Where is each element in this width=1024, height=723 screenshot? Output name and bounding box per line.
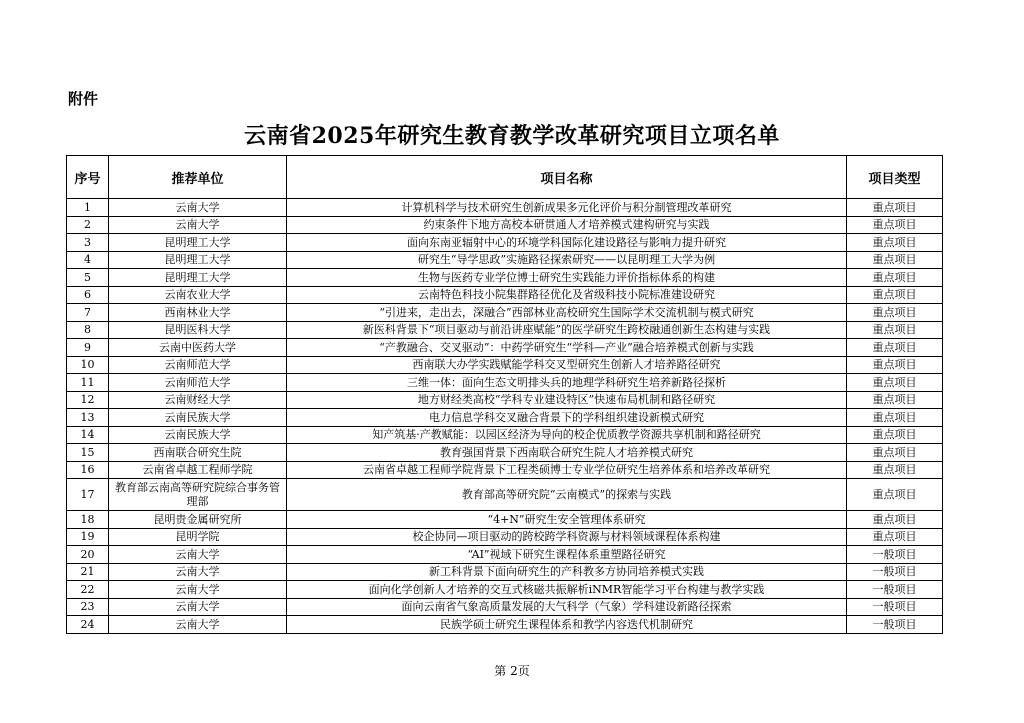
row-type: 一般项目	[847, 563, 943, 581]
table-row	[67, 339, 943, 357]
row-type: 重点项目	[847, 391, 943, 409]
row-unit: 云南中医药大学	[109, 339, 287, 357]
table-row	[67, 216, 943, 234]
row-index: 1	[67, 199, 109, 217]
row-index: 2	[67, 216, 109, 234]
row-type: 重点项目	[847, 304, 943, 322]
row-index: 16	[67, 461, 109, 479]
row-index: 20	[67, 546, 109, 564]
row-unit: 云南大学	[109, 216, 287, 234]
table-row	[67, 616, 943, 634]
row-index: 18	[67, 511, 109, 529]
table-row	[67, 461, 943, 479]
row-index: 15	[67, 444, 109, 462]
row-index: 4	[67, 251, 109, 269]
row-project: “产教融合、交叉驱动”：中药学研究生“学科—产业”融合培养模式创新与实践	[287, 339, 847, 357]
row-index: 11	[67, 374, 109, 392]
row-project: 计算机科学与技术研究生创新成果多元化评价与积分制管理改革研究	[287, 199, 847, 217]
row-project: 约束条件下地方高校本研贯通人才培养模式建构研究与实践	[287, 216, 847, 234]
row-project: 云南省卓越工程师学院背景下工程类硕博士专业学位研究生培养体系和培养改革研究	[287, 461, 847, 479]
table-row	[67, 304, 943, 322]
row-project: 面向云南省气象高质量发展的大气科学（气象）学科建设新路径探索	[287, 598, 847, 616]
row-unit: 云南民族大学	[109, 426, 287, 444]
table-row	[67, 391, 943, 409]
row-unit: 昆明学院	[109, 528, 287, 546]
row-project: 研究生“导学思政”实施路径探索研究——以昆明理工大学为例	[287, 251, 847, 269]
row-project: 知产筑基·产教赋能：以园区经济为导向的校企优质教学资源共享机制和路径研究	[287, 426, 847, 444]
header-project: 项目名称	[287, 156, 847, 199]
row-unit: 昆明理工大学	[109, 234, 287, 252]
table-body	[67, 199, 943, 634]
row-project: 面向东南亚辐射中心的环境学科国际化建设路径与影响力提升研究	[287, 234, 847, 252]
project-roster-table	[66, 155, 943, 634]
row-unit: 云南财经大学	[109, 391, 287, 409]
row-unit: 云南大学	[109, 598, 287, 616]
row-unit: 云南师范大学	[109, 374, 287, 392]
row-index: 19	[67, 528, 109, 546]
table-row	[67, 199, 943, 217]
row-type: 重点项目	[847, 199, 943, 217]
row-index: 9	[67, 339, 109, 357]
table-row	[67, 528, 943, 546]
row-type: 重点项目	[847, 374, 943, 392]
row-type: 重点项目	[847, 339, 943, 357]
row-project: “4+N”研究生安全管理体系研究	[287, 511, 847, 529]
document-title: 云南省2025年研究生教育教学改革研究项目立项名单	[244, 123, 780, 149]
row-unit: 西南林业大学	[109, 304, 287, 322]
table-row	[67, 321, 943, 339]
row-unit: 西南联合研究生院	[109, 444, 287, 462]
attachment-label: 附件	[68, 90, 99, 108]
row-unit: 教育部云南高等研究院综合事务管理部	[109, 479, 287, 511]
row-index: 12	[67, 391, 109, 409]
table-row	[67, 426, 943, 444]
row-type: 重点项目	[847, 234, 943, 252]
row-unit: 昆明医科大学	[109, 321, 287, 339]
table-row	[67, 479, 943, 511]
row-project: 生物与医药专业学位博士研究生实践能力评价指标体系的构建	[287, 269, 847, 287]
table-row	[67, 563, 943, 581]
row-project: 教育强国背景下西南联合研究生院人才培养模式研究	[287, 444, 847, 462]
row-type: 重点项目	[847, 269, 943, 287]
row-unit: 云南大学	[109, 581, 287, 599]
row-type: 一般项目	[847, 616, 943, 634]
row-project: 西南联大办学实践赋能学科交叉型研究生创新人才培养路径研究	[287, 356, 847, 374]
table-row	[67, 546, 943, 564]
row-project: 新医科背景下“项目驱动与前沿讲座赋能”的医学研究生跨校融通创新生态构建与实践	[287, 321, 847, 339]
row-project: 校企协同—项目驱动的跨校跨学科资源与材料领域课程体系构建	[287, 528, 847, 546]
table-row	[67, 581, 943, 599]
row-index: 17	[67, 479, 109, 511]
row-type: 重点项目	[847, 528, 943, 546]
page-number: 第 2页	[494, 664, 530, 678]
row-index: 8	[67, 321, 109, 339]
row-index: 13	[67, 409, 109, 427]
row-type: 重点项目	[847, 251, 943, 269]
row-unit: 云南大学	[109, 563, 287, 581]
row-unit: 云南大学	[109, 546, 287, 564]
row-unit: 云南师范大学	[109, 356, 287, 374]
table-row	[67, 444, 943, 462]
row-type: 重点项目	[847, 216, 943, 234]
header-unit: 推荐单位	[109, 156, 287, 199]
row-type: 重点项目	[847, 444, 943, 462]
table-row	[67, 409, 943, 427]
row-unit: 昆明贵金属研究所	[109, 511, 287, 529]
table-header-row	[67, 156, 943, 199]
row-type: 重点项目	[847, 409, 943, 427]
row-project: 云南特色科技小院集群路径优化及省级科技小院标准建设研究	[287, 286, 847, 304]
table-row	[67, 374, 943, 392]
row-type: 重点项目	[847, 356, 943, 374]
row-index: 10	[67, 356, 109, 374]
row-project: 教育部高等研究院“云南模式”的探索与实践	[287, 479, 847, 511]
row-type: 一般项目	[847, 546, 943, 564]
row-type: 重点项目	[847, 511, 943, 529]
row-index: 6	[67, 286, 109, 304]
row-project: 电力信息学科交叉融合背景下的学科组织建设新模式研究	[287, 409, 847, 427]
row-unit: 昆明理工大学	[109, 269, 287, 287]
row-type: 一般项目	[847, 581, 943, 599]
row-unit: 云南省卓越工程师学院	[109, 461, 287, 479]
table-row	[67, 269, 943, 287]
table-row	[67, 511, 943, 529]
row-project: “AI”视域下研究生课程体系重塑路径研究	[287, 546, 847, 564]
row-type: 重点项目	[847, 426, 943, 444]
row-index: 3	[67, 234, 109, 252]
row-index: 5	[67, 269, 109, 287]
header-index: 序号	[67, 156, 109, 199]
header-type: 项目类型	[847, 156, 943, 199]
row-type: 重点项目	[847, 461, 943, 479]
table-row	[67, 286, 943, 304]
row-type: 重点项目	[847, 321, 943, 339]
row-project: 民族学硕士研究生课程体系和教学内容迭代机制研究	[287, 616, 847, 634]
row-index: 21	[67, 563, 109, 581]
row-type: 一般项目	[847, 598, 943, 616]
row-project: 新工科背景下面向研究生的产科教多方协同培养模式实践	[287, 563, 847, 581]
row-project: “引进来，走出去，深融合”西部林业高校研究生国际学术交流机制与模式研究	[287, 304, 847, 322]
table-row	[67, 356, 943, 374]
row-unit: 云南大学	[109, 616, 287, 634]
row-index: 24	[67, 616, 109, 634]
row-project: 三维一体：面向生态文明排头兵的地理学科研究生培养新路径探析	[287, 374, 847, 392]
row-index: 23	[67, 598, 109, 616]
row-type: 重点项目	[847, 286, 943, 304]
table-row	[67, 251, 943, 269]
table-row	[67, 598, 943, 616]
row-project: 地方财经类高校“学科专业建设特区”快速布局机制和路径研究	[287, 391, 847, 409]
row-unit: 云南农业大学	[109, 286, 287, 304]
row-type: 重点项目	[847, 479, 943, 511]
row-unit: 云南民族大学	[109, 409, 287, 427]
row-index: 14	[67, 426, 109, 444]
row-index: 7	[67, 304, 109, 322]
row-index: 22	[67, 581, 109, 599]
row-unit: 昆明理工大学	[109, 251, 287, 269]
row-unit: 云南大学	[109, 199, 287, 217]
row-project: 面向化学创新人才培养的交互式核磁共振解析iNMR智能学习平台构建与教学实践	[287, 581, 847, 599]
table-row	[67, 234, 943, 252]
